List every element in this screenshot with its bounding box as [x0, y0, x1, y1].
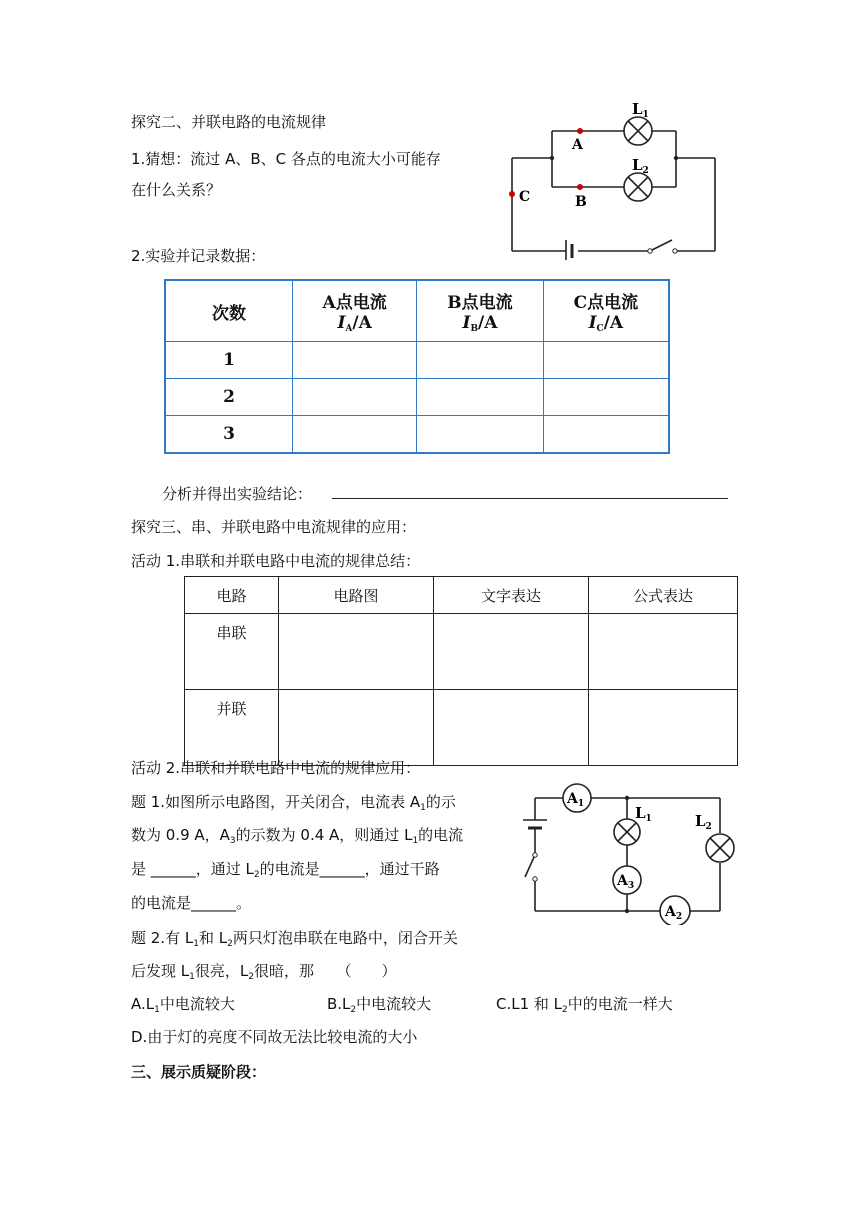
table-row: 2 — [165, 379, 669, 416]
option-a[interactable]: $A.L_1$中电流较大 — [131, 995, 235, 1015]
section2-title: 探究二、并联电路的电流规律 — [131, 113, 327, 131]
lamp-L2-label: $L_2$ — [695, 812, 712, 832]
problem1-line3: 是 ______，通过 $L_2$的电流是______，通过干路 — [131, 860, 440, 880]
ammeter-A2-label: $A_2$ — [665, 904, 683, 922]
header-circuit: 电路 — [185, 577, 279, 614]
conclusion-answer-line[interactable] — [332, 498, 728, 499]
parallel-circuit-diagram — [500, 100, 730, 260]
table-row: 并联 — [185, 690, 738, 766]
header-count: 次数 — [165, 280, 293, 342]
table-row: 3 — [165, 416, 669, 454]
problem1-line2: 数为 0.9 A，$A_3$的示数为 0.4 A，则通过 $L_1$的电流 — [131, 826, 464, 846]
question1-line1: 1.猜想：流过 A、B、C 各点的电流大小可能存 — [131, 150, 441, 168]
current-data-table — [164, 279, 670, 454]
conclusion-label: 分析并得出实验结论： — [162, 485, 313, 503]
lamp-L1-label: $L_1$ — [635, 804, 652, 824]
problem2-line2: 后发现 $L_1$很亮，$L_2$很暗，那 （ ） — [131, 962, 397, 982]
section-show-title: 三、展示质疑阶段： — [131, 1063, 267, 1081]
question2: 2.实验并记录数据： — [131, 247, 266, 265]
option-c[interactable]: C.L1 和 $L_2$中的电流一样大 — [496, 995, 673, 1015]
question1-line2: 在什么关系？ — [131, 181, 222, 199]
problem1-line1: 题 1.如图所示电路图，开关闭合，电流表 $A_1$的示 — [131, 793, 456, 813]
circuit1-label-L2: $L_2$ — [632, 156, 649, 176]
summary-table — [184, 576, 738, 766]
activity2: 活动 2.串联和并联电路中电流的规律应用： — [131, 759, 421, 777]
header-formula: 公式表达 — [589, 577, 738, 614]
activity1: 活动 1.串联和并联电路中电流的规律总结： — [131, 552, 421, 570]
ammeter-A3-label: $A_3$ — [617, 873, 635, 891]
header-a-current: A点电流 $I_A/A$ — [293, 280, 417, 342]
circuit1-label-C: C — [519, 189, 531, 205]
header-text-expression: 文字表达 — [434, 577, 589, 614]
problem2-line1: 题 2.有 $L_1$和 $L_2$两只灯泡串联在电路中，闭合开关 — [131, 929, 458, 949]
option-b[interactable]: $B.L_2$中电流较大 — [327, 995, 432, 1015]
section3-title: 探究三、串、并联电路中电流规律的应用： — [131, 518, 417, 536]
table-row: 串联 — [185, 614, 738, 690]
header-diagram: 电路图 — [279, 577, 434, 614]
circuit1-label-A: A — [572, 137, 583, 153]
ammeter-A1-label: $A_1$ — [567, 791, 585, 809]
header-c-current: C点电流 $I_C/A$ — [543, 280, 669, 342]
option-d[interactable]: D.由于灯的亮度不同故无法比较电流的大小 — [131, 1028, 418, 1046]
ammeter-circuit-diagram — [515, 775, 745, 925]
table-row: 1 — [165, 342, 669, 379]
circuit1-label-B: B — [575, 194, 587, 210]
problem1-line4: 的电流是______。 — [131, 894, 252, 912]
circuit1-label-L1: $L_1$ — [632, 100, 649, 120]
header-b-current: B点电流 $I_B/A$ — [417, 280, 543, 342]
